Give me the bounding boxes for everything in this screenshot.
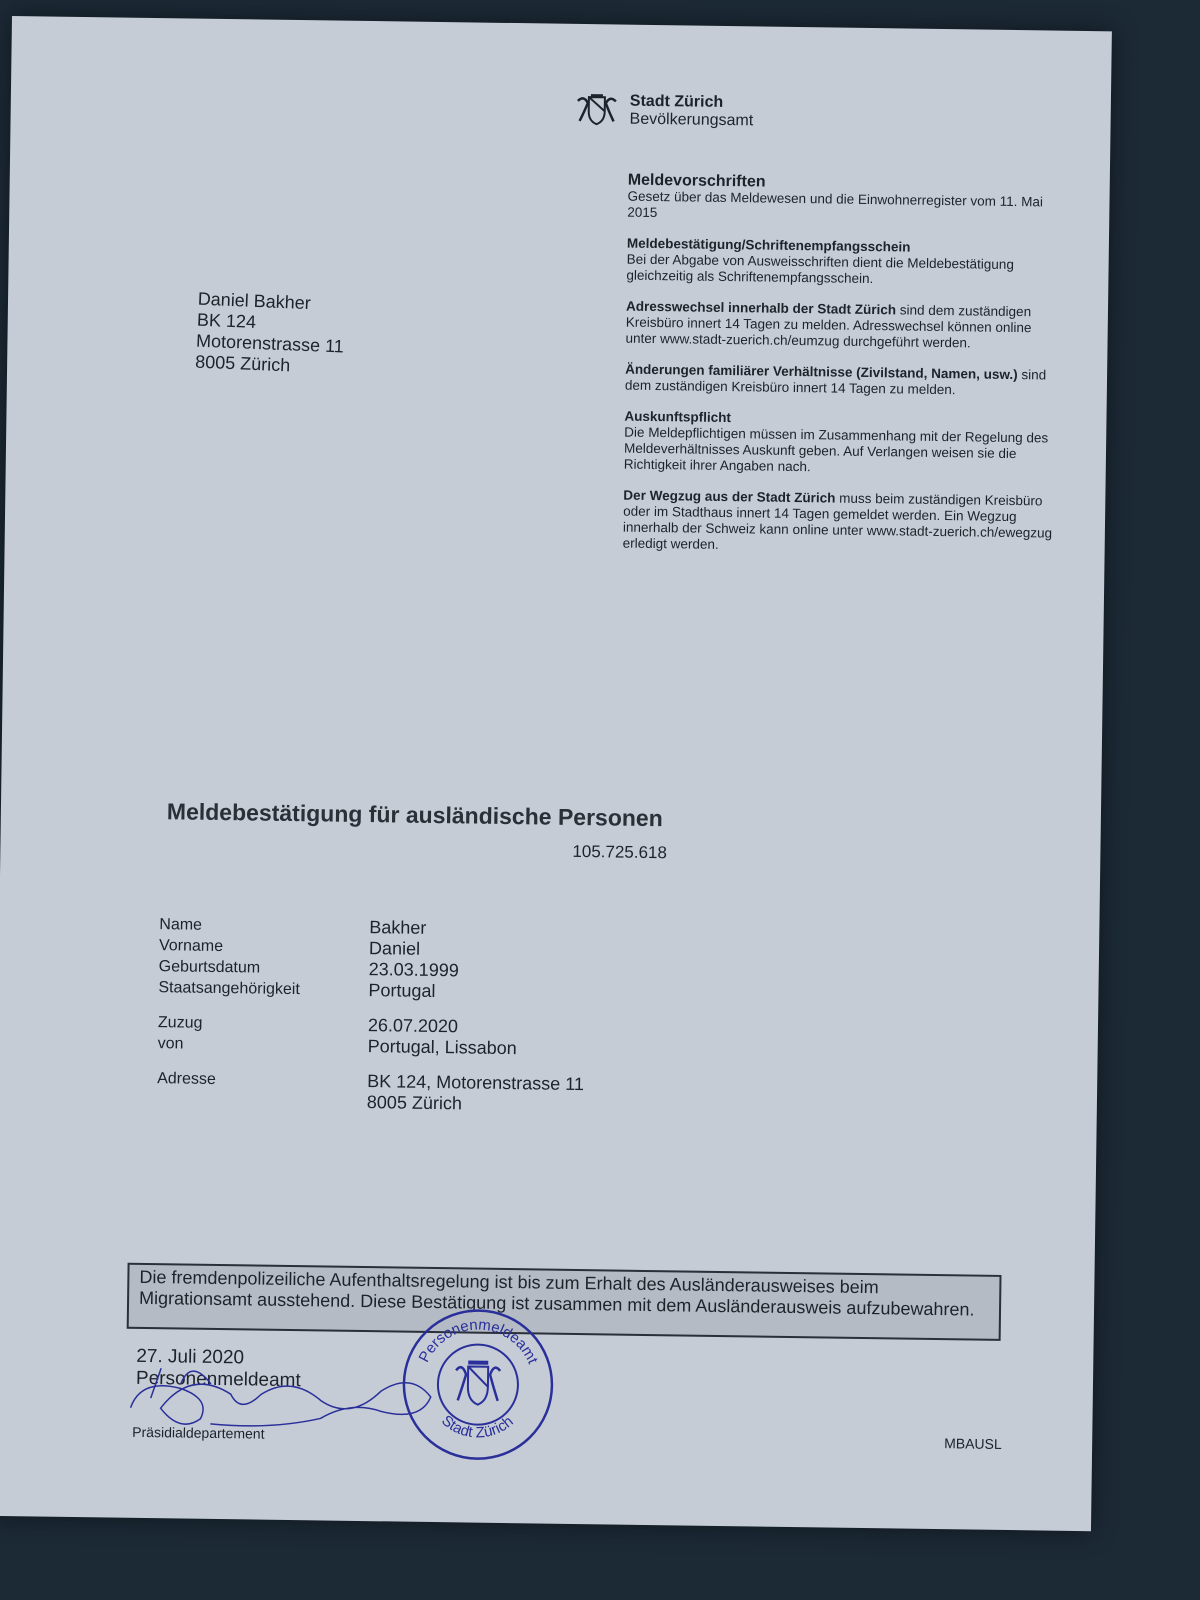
notice-box: Die fremdenpolizeiliche Aufenthaltsregelung ist bis zum Erhalt des Ausländerausweises beim Migrationsamt ausstehend. Diese Bestätigung ist zusammen mit dem Ausländerausweis aufzubewahren. — [127, 1263, 1002, 1341]
coat-of-arms-icon — [574, 93, 620, 128]
section-heading: Meldebestätigung/Schriftenempfangsschein — [626, 235, 911, 255]
official-stamp — [397, 1304, 559, 1466]
field-value: 23.03.1999 — [368, 959, 459, 981]
rules-title: Meldevorschriften — [627, 171, 766, 191]
department-label: Präsidialdepartement — [132, 1423, 265, 1442]
reference-number: 105.725.618 — [572, 841, 668, 863]
stamp-bottom-text: Stadt Zürich — [438, 1412, 517, 1442]
section-text: Die Meldepflichtigen müssen im Zusammenhang mit der Regelung des Meldeverhältnisses Auskunft geben. Auf Verlangen weisen sie die Richtigkeit ihrer Angaben nach. — [623, 424, 1049, 475]
department-name: Bevölkerungsamt — [629, 110, 754, 130]
rules-law: Gesetz über das Meldewesen und die Einwohnerregister vom 11. Mai 2015 — [627, 188, 1044, 221]
stamp-top-text: Personenmeldeamt — [415, 1316, 542, 1367]
field-label: Adresse — [157, 1070, 216, 1088]
city-logo — [573, 92, 753, 131]
field-label: Name — [159, 916, 203, 934]
document-title: Meldebestätigung für ausländische Personen — [166, 798, 663, 832]
field-value: Portugal, Lissabon — [367, 1036, 517, 1059]
field-label: Vorname — [158, 937, 224, 956]
person-details — [157, 914, 760, 1118]
recipient-line: BK 124 — [196, 309, 257, 332]
field-row — [157, 1068, 758, 1118]
field-label: Zuzug — [157, 1014, 203, 1032]
stamp-coat-of-arms-icon — [456, 1360, 501, 1405]
document-sheet — [0, 16, 1112, 1531]
section-text: muss beim zuständigen Kreisbüro oder im Stadthaus innert 14 Tagen gemeldet werden. Ein Wegzug innerhalb der Schweiz kann online unter www.stadt-zuerich.ch/ewegzug erledigt werden. — [622, 490, 1053, 552]
recipient-name: Daniel Bakher — [197, 288, 312, 314]
section-heading: Adresswechsel innerhalb der Stadt Zürich — [625, 298, 897, 318]
field-value: 26.07.2020 — [367, 1015, 459, 1037]
svg-text:Stadt Zürich — [438, 1412, 517, 1442]
recipient-city: 8005 Zürich — [194, 351, 291, 376]
org-name: Stadt Zürich — [629, 92, 724, 111]
issue-date: 27. Juli 2020 — [136, 1345, 245, 1369]
field-value: BK 124, Motorenstrasse 11 — [367, 1071, 585, 1095]
reporting-rules — [622, 173, 1067, 573]
section-heading: Der Wegzug aus der Stadt Zürich — [623, 487, 836, 506]
field-label: Geburtsdatum — [158, 958, 261, 977]
section-text: sind dem zuständigen Kreisbüro innert 14 Tagen zu melden. Adresswechsel können online unter www.stadt-zuerich.ch/eumzug durchgeführt werden. — [625, 302, 1032, 351]
field-value: Daniel — [368, 938, 421, 959]
field-label: Staatsangehörigkeit — [158, 979, 300, 999]
recipient-street: Motorenstrasse 11 — [195, 330, 345, 357]
issuing-office: Personenmeldeamt — [135, 1367, 301, 1392]
field-value: 8005 Zürich — [366, 1092, 463, 1114]
section-text: Bei der Abgabe von Ausweisschriften dient die Meldebestätigung gleichzeitig als Schriftenempfangsschein. — [626, 251, 1014, 287]
section-heading: Änderungen familiärer Verhältnisse (Zivilstand, Namen, usw.) — [625, 361, 1018, 383]
field-value: Portugal — [368, 980, 436, 1002]
recipient-address — [195, 289, 346, 379]
section-heading: Auskunftspflicht — [624, 408, 732, 426]
field-label: von — [157, 1035, 184, 1053]
section-text: sind dem zuständigen Kreisbüro innert 14 Tagen zu melden. — [624, 367, 1047, 398]
form-code: MBAUSL — [944, 1435, 1002, 1452]
field-value: Bakher — [369, 917, 427, 938]
